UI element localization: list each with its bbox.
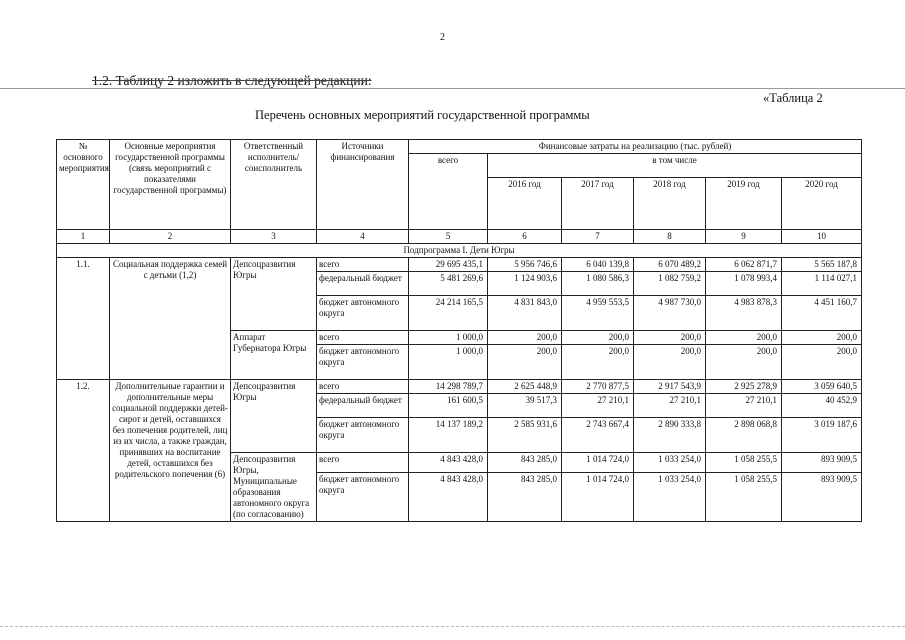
executor: Депсоцразвития Югры [231, 380, 317, 453]
column-number: 8 [634, 230, 706, 244]
column-number: 9 [706, 230, 782, 244]
amendment-heading [92, 73, 372, 89]
funding-source: всего [317, 331, 409, 345]
amount-cell: 1 058 255,5 [706, 472, 782, 521]
amount-cell: 27 210,1 [634, 394, 706, 418]
amount-cell: 200,0 [562, 331, 634, 345]
event-number: 1.1. [57, 258, 110, 380]
event-name: Дополнительные гарантии и дополнительные меры социальной поддержки детей-сирот и детей, оставшихся без попечения родителей, лиц из их числа, а также граждан, принявших на воспитание детей, оставшихся без родительского попечения (6) [110, 380, 231, 522]
amount-cell: 2 890 333,8 [634, 418, 706, 453]
funding-source: бюджет автономного округа [317, 296, 409, 331]
header-total: всего [409, 154, 488, 230]
amount-cell: 1 014 724,0 [562, 453, 634, 473]
column-number: 2 [110, 230, 231, 244]
amount-cell: 200,0 [634, 331, 706, 345]
amount-cell: 200,0 [488, 331, 562, 345]
amount-cell: 6 062 871,7 [706, 258, 782, 272]
amount-cell: 1 058 255,5 [706, 453, 782, 473]
header-including: в том числе [488, 154, 862, 178]
amount-cell: 14 298 789,7 [409, 380, 488, 394]
table-row [57, 380, 862, 394]
programme-table [56, 139, 862, 522]
column-number: 3 [231, 230, 317, 244]
amount-cell: 161 600,5 [409, 394, 488, 418]
amount-cell: 200,0 [634, 345, 706, 380]
amount-cell: 1 014 724,0 [562, 472, 634, 521]
funding-source: бюджет автономного округа [317, 345, 409, 380]
amount-cell: 893 909,5 [782, 472, 862, 521]
amount-cell: 1 114 027,1 [782, 272, 862, 296]
amount-cell: 2 898 068,8 [706, 418, 782, 453]
amount-cell: 1 080 586,3 [562, 272, 634, 296]
amount-cell: 2 625 448,9 [488, 380, 562, 394]
amount-cell: 2 925 278,9 [706, 380, 782, 394]
header-year: 2020 год [782, 178, 862, 230]
amount-cell: 4 451 160,7 [782, 296, 862, 331]
amount-cell: 2 917 543,9 [634, 380, 706, 394]
table-label: «Таблица 2 [763, 91, 823, 105]
amount-cell: 200,0 [706, 331, 782, 345]
funding-source: федеральный бюджет [317, 272, 409, 296]
event-number: 1.2. [57, 380, 110, 522]
header-year: 2019 год [706, 178, 782, 230]
executor: Аппарат Губернатора Югры [231, 331, 317, 380]
amount-cell: 4 983 878,3 [706, 296, 782, 331]
header-year: 2018 год [634, 178, 706, 230]
amount-cell: 1 078 993,4 [706, 272, 782, 296]
bottom-divider [0, 626, 905, 627]
amount-cell: 4 843 428,0 [409, 472, 488, 521]
amount-cell: 200,0 [706, 345, 782, 380]
amount-cell: 40 452,9 [782, 394, 862, 418]
amount-cell: 4 959 553,5 [562, 296, 634, 331]
amount-cell: 843 285,0 [488, 453, 562, 473]
header-year: 2016 год [488, 178, 562, 230]
amount-cell: 3 059 640,5 [782, 380, 862, 394]
amendment-heading-text: 1.2. Таблицу 2 изложить в следующей редакции: [92, 73, 372, 88]
amount-cell: 14 137 189,2 [409, 418, 488, 453]
column-number: 10 [782, 230, 862, 244]
page-number: 2 [440, 32, 445, 43]
executor: Депсоцразвития Югры, Муниципальные образования автономного округа (по согласованию) [231, 453, 317, 522]
amount-cell: 2 743 667,4 [562, 418, 634, 453]
amount-cell: 893 909,5 [782, 453, 862, 473]
amount-cell: 1 033 254,0 [634, 472, 706, 521]
amount-cell: 200,0 [782, 345, 862, 380]
amount-cell: 3 019 187,6 [782, 418, 862, 453]
amount-cell: 2 585 931,6 [488, 418, 562, 453]
event-name: Социальная поддержка семей с детьми (1,2) [110, 258, 231, 380]
funding-source: федеральный бюджет [317, 394, 409, 418]
amount-cell: 200,0 [782, 331, 862, 345]
amount-cell: 1 000,0 [409, 345, 488, 380]
amount-cell: 24 214 165,5 [409, 296, 488, 331]
funding-source: всего [317, 258, 409, 272]
funding-source: всего [317, 380, 409, 394]
amount-cell: 1 000,0 [409, 331, 488, 345]
header-finance: Финансовые затраты на реализацию (тыс. рублей) [409, 140, 862, 154]
subprogram-row [57, 244, 862, 258]
header-num: № основного мероприятия [57, 140, 110, 230]
amount-cell: 4 831 843,0 [488, 296, 562, 331]
amount-cell: 5 956 746,6 [488, 258, 562, 272]
column-number: 1 [57, 230, 110, 244]
amount-cell: 1 124 903,6 [488, 272, 562, 296]
amount-cell: 27 210,1 [562, 394, 634, 418]
amount-cell: 200,0 [562, 345, 634, 380]
amount-cell: 27 210,1 [706, 394, 782, 418]
amount-cell: 6 070 489,2 [634, 258, 706, 272]
header-event: Основные мероприятия государственной программы (связь мероприятий с показателями государственной программы) [110, 140, 231, 230]
header-sources: Источники финансирования [317, 140, 409, 230]
column-number: 6 [488, 230, 562, 244]
amount-cell: 200,0 [488, 345, 562, 380]
amount-cell: 5 565 187,8 [782, 258, 862, 272]
amount-cell: 843 285,0 [488, 472, 562, 521]
header-executor: Ответственный исполнитель/ соисполнитель [231, 140, 317, 230]
executor: Депсоцразвития Югры [231, 258, 317, 331]
funding-source: бюджет автономного округа [317, 472, 409, 521]
amount-cell: 5 481 269,6 [409, 272, 488, 296]
amount-cell: 1 033 254,0 [634, 453, 706, 473]
amount-cell: 1 082 759,2 [634, 272, 706, 296]
column-number: 4 [317, 230, 409, 244]
document-title: Перечень основных мероприятий государственной программы [255, 108, 590, 122]
column-number: 7 [562, 230, 634, 244]
header-year: 2017 год [562, 178, 634, 230]
amount-cell: 29 695 435,1 [409, 258, 488, 272]
funding-source: бюджет автономного округа [317, 418, 409, 453]
amount-cell: 39 517,3 [488, 394, 562, 418]
funding-source: всего [317, 453, 409, 473]
amount-cell: 6 040 139,8 [562, 258, 634, 272]
amount-cell: 4 987 730,0 [634, 296, 706, 331]
column-number: 5 [409, 230, 488, 244]
amount-cell: 4 843 428,0 [409, 453, 488, 473]
table-row [57, 258, 862, 272]
amount-cell: 2 770 877,5 [562, 380, 634, 394]
subprogram-title: Подпрограмма I. Дети Югры [57, 244, 862, 258]
top-divider [0, 88, 905, 89]
